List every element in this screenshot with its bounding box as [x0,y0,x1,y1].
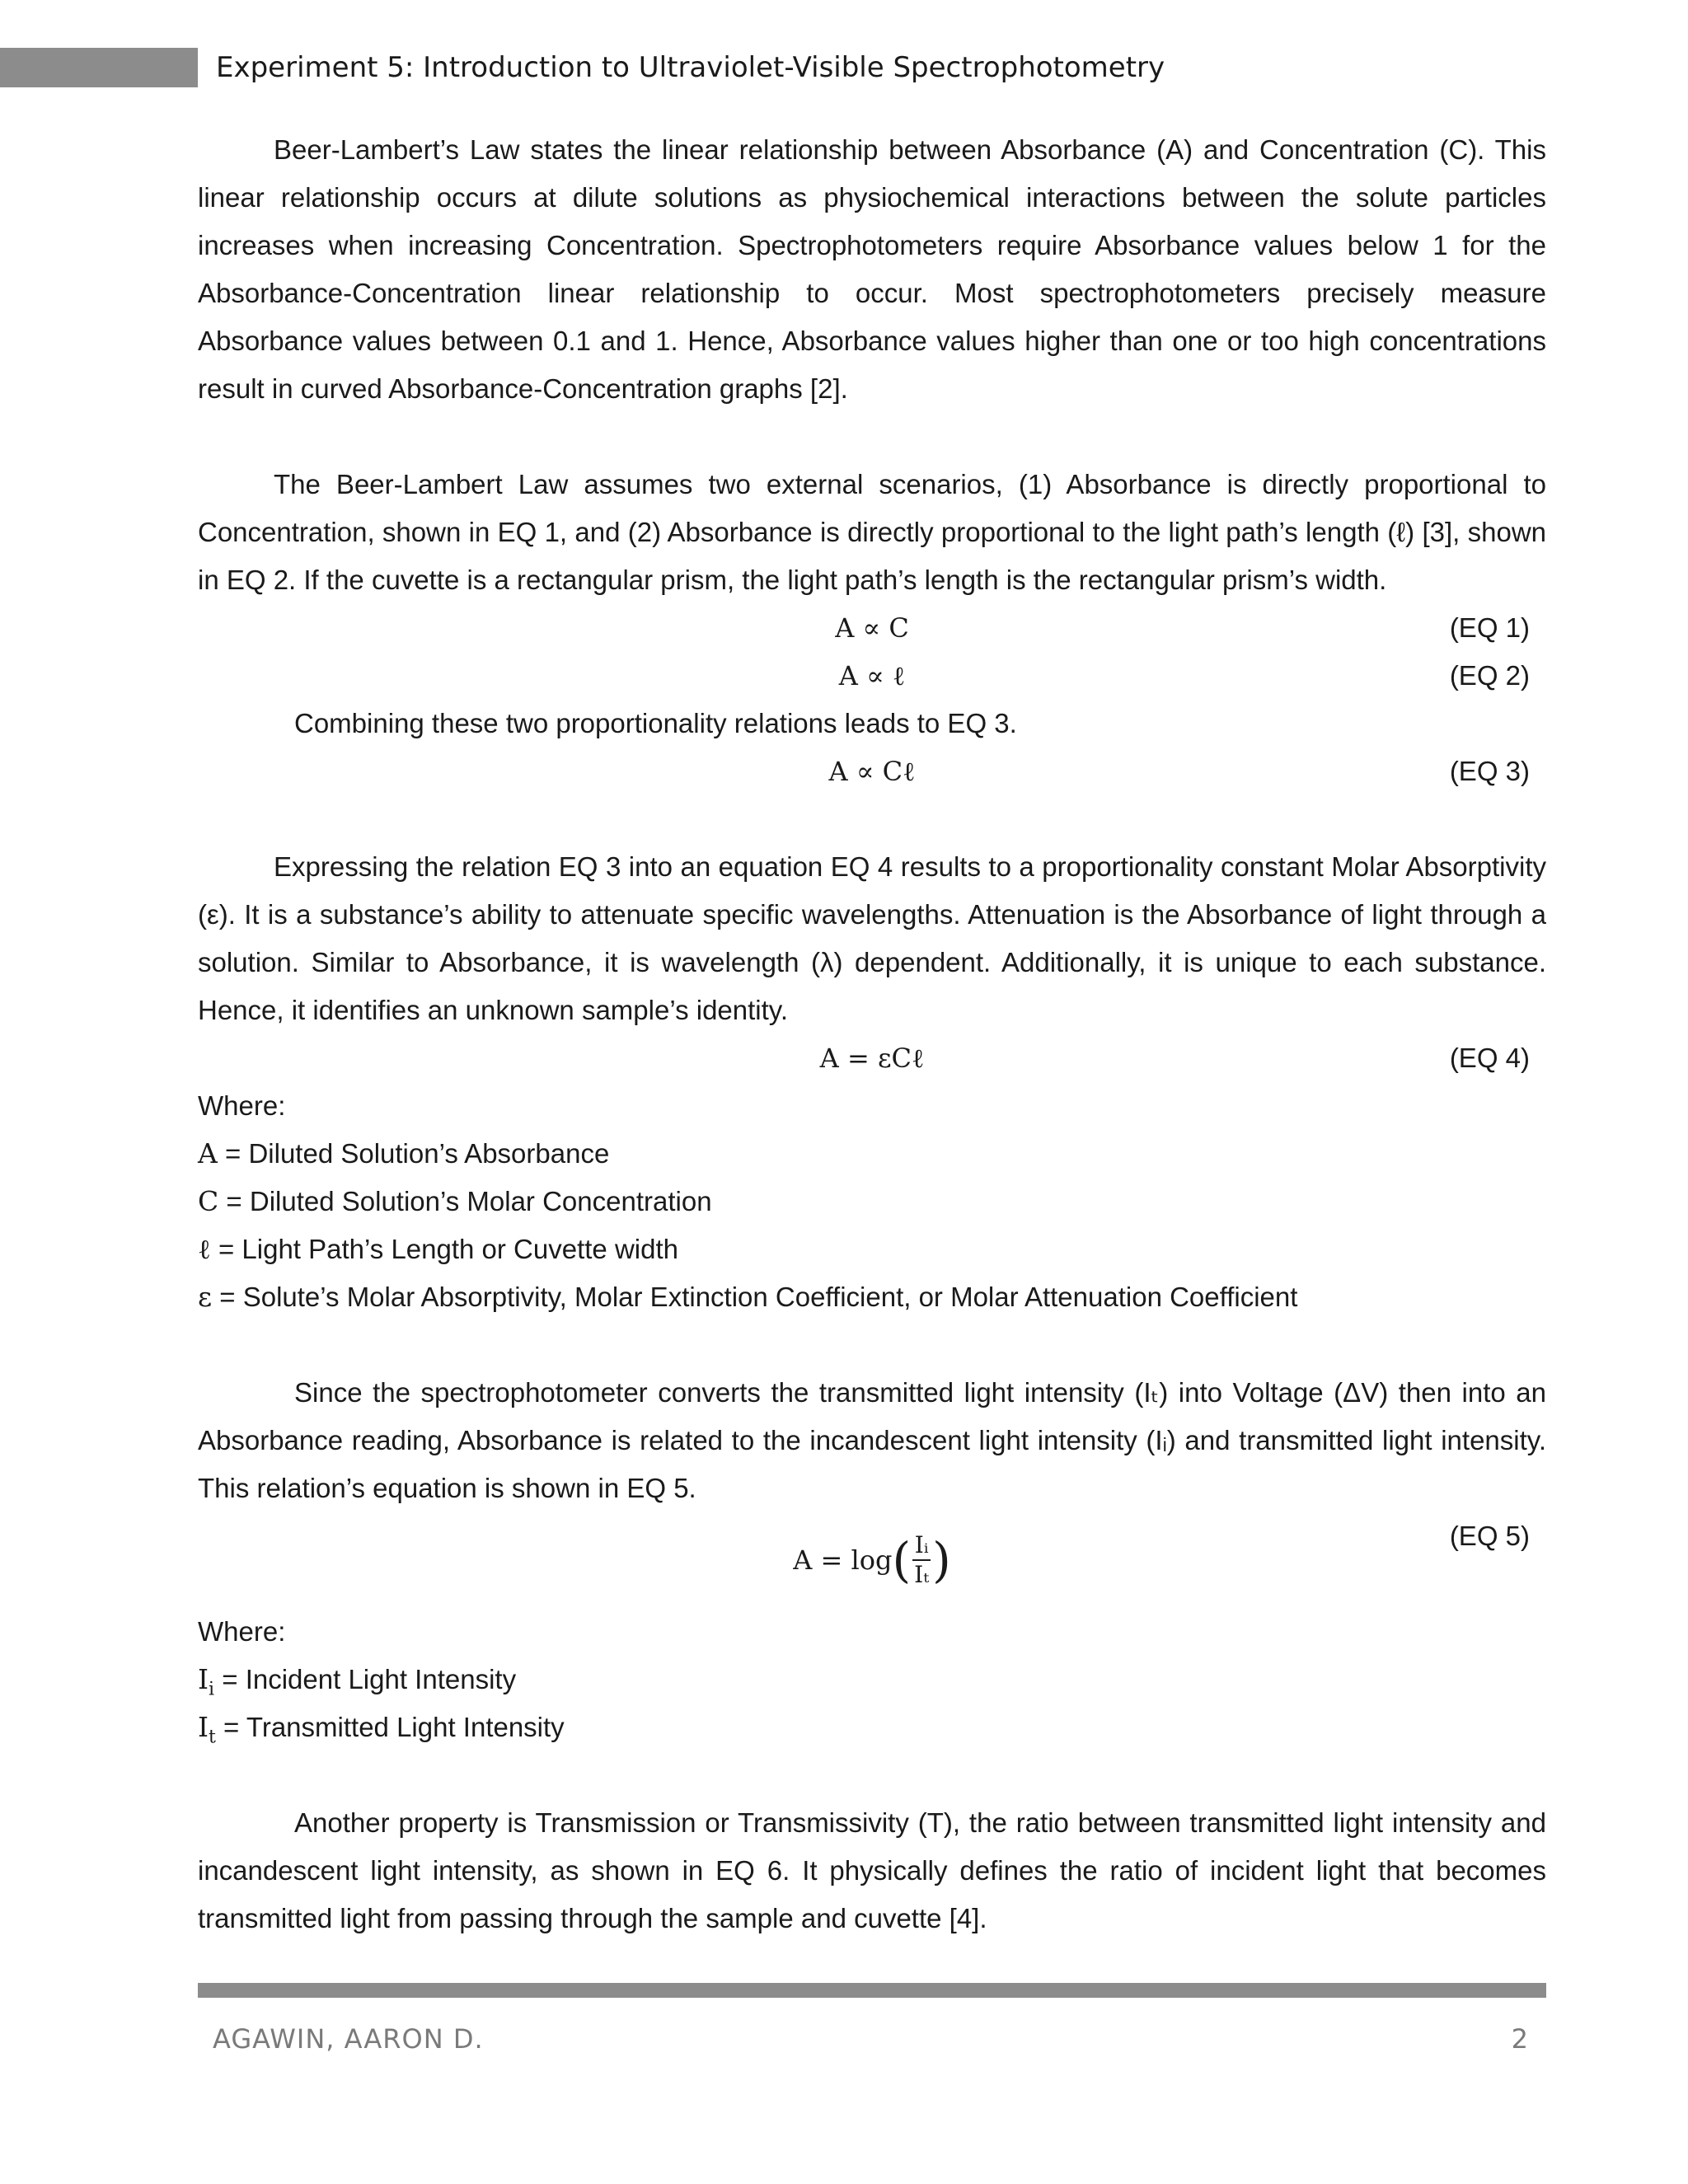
fraction-denominator: Iₜ [914,1561,930,1588]
definition-text: = Light Path’s Length or Cuvette width [210,1234,678,1264]
paragraph-transmission: Another property is Transmission or Transmissivity (T), the ratio between transmitted light intensity and incandescent light intensity, as shown in EQ 6. It physically defines the ratio of incident light that becomes transmitted light from passing through the sample and cuvette [4]. [198,1807,1546,1933]
header-bar [0,48,198,87]
definition-text: = Solute’s Molar Absorptivity, Molar Extinction Coefficient, or Molar Attenuation Coefficient [212,1282,1298,1312]
paragraph-molar-absorptivity: Expressing the relation EQ 3 into an equation EQ 4 results to a proportionality constant Molar Absorptivity (ε). It is a substance’s ability to attenuate specific wavelengths. Attenuation is the Absorbance of light through a solution. Similar to Absorbance, it is wavelength (λ) dependent. Additionally, it is unique to each substance. Hence, it identifies an unknown sample’s identity. [198,851,1546,1025]
definition-symbol: C [198,1185,219,1217]
equation-3-label: (EQ 3) [1449,756,1530,786]
document-body [198,126,1546,1943]
paragraph-light-intensity: Since the spectrophotometer converts the transmitted light intensity (Iₜ) into Voltage (ΔV) then into an Absorbance reading, Absorbance is related to the incandescent light intensity (Iᵢ) and transmitted light intensity. This relation’s equation is shown in EQ 5. [198,1377,1546,1503]
equation-1: A ∝ C [835,612,909,644]
equation-5 [198,1512,1546,1608]
definition-item [198,1178,1546,1226]
left-paren: ( [892,1532,912,1588]
definition-symbol: I [198,1663,209,1695]
equation-5-label: (EQ 5) [1449,1521,1530,1551]
combining-text: Combining these two proportionality relations leads to EQ 3. [294,708,1017,738]
equation-5-lhs: A = log [793,1544,893,1576]
equation-2: A ∝ ℓ [838,660,906,691]
equation-1-label: (EQ 1) [1449,612,1530,643]
equation-4-line [198,1034,1546,1082]
equation-4: A = εCℓ [819,1043,925,1074]
footer-author: AGAWIN, AARON D. [213,2023,484,2055]
where-title-2: Where: [198,1616,286,1647]
equation-5-line [198,1512,1546,1608]
paragraph-gap [198,1751,1546,1799]
equation-2-label: (EQ 2) [1449,660,1530,691]
page-number: 2 [1511,2023,1528,2055]
definition-subscript: i [209,1679,215,1700]
fraction-numerator: Iᵢ [914,1531,929,1558]
definition-text: = Incident Light Intensity [214,1664,517,1694]
footer-bar [198,1983,1546,1998]
paragraph-gap [198,795,1546,843]
equation-1-line [198,604,1546,652]
equation-3: A ∝ Cℓ [828,756,916,787]
header-title: Experiment 5: Introduction to Ultraviolet-Visible Spectrophotometry [216,51,1165,84]
definition-item [198,1226,1546,1273]
fraction [912,1531,931,1589]
definition-item [198,1656,1546,1704]
definition-text: = Transmitted Light Intensity [215,1712,565,1742]
paragraph-beer-lambert: Beer-Lambert’s Law states the linear relationship between Absorbance (A) and Concentration (C). This linear relationship occurs at dilute solutions as physiochemical interactions between the solute particles increases when increasing Concentration. Spectrophotometers require Absorbance values below 1 for the Absorbance-Concentration linear relationship to occur. Most spectrophotometers precisely measure Absorbance values between 0.1 and 1. Hence, Absorbance values higher than one or too high concentrations result in curved Absorbance-Concentration graphs [2]. [198,134,1546,404]
equation-4-label: (EQ 4) [1449,1043,1530,1073]
paragraph-scenarios: The Beer-Lambert Law assumes two external scenarios, (1) Absorbance is directly proportional to Concentration, shown in EQ 1, and (2) Absorbance is directly proportional to the light path’s length (ℓ) [3], shown in EQ 2. If the cuvette is a rectangular prism, the light path’s length is the rectangular prism’s width. [198,469,1546,595]
definition-symbol: ℓ [198,1233,211,1265]
definition-item [198,1130,1546,1178]
definition-item [198,1273,1546,1321]
equation-3-line [198,748,1546,795]
definition-subscript: t [209,1727,216,1748]
definition-text: = Diluted Solution’s Molar Concentration [218,1186,712,1216]
equation-2-line [198,652,1546,700]
paragraph-gap [198,413,1546,461]
right-paren: ) [932,1532,951,1588]
definition-item [198,1704,1546,1751]
paragraph-gap [198,1321,1546,1369]
where-title-1: Where: [198,1090,286,1121]
definition-symbol: I [198,1711,209,1743]
definition-symbol: ε [198,1281,213,1313]
definition-text: = Diluted Solution’s Absorbance [217,1138,610,1169]
definition-symbol: A [198,1137,218,1169]
